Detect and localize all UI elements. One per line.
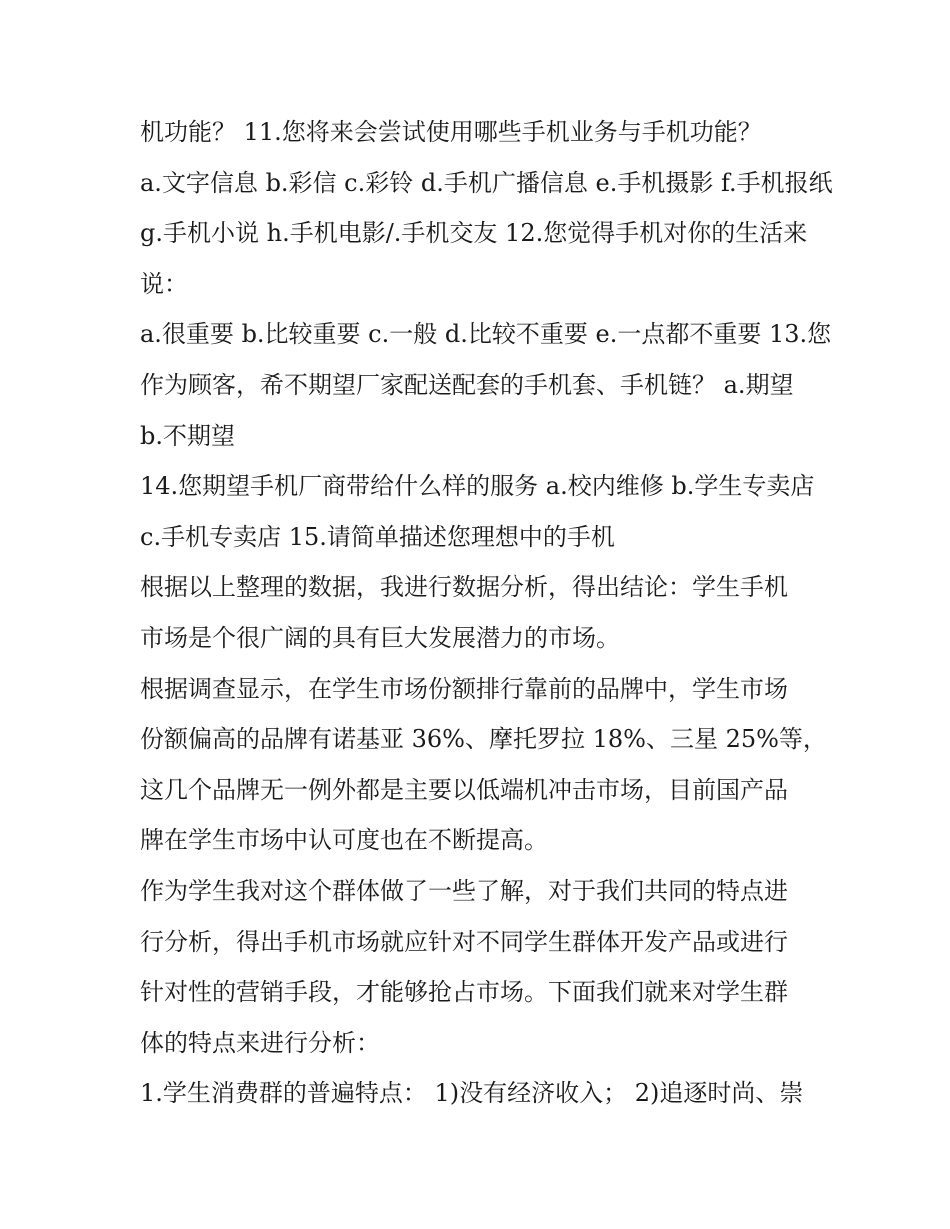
text-line: 根据调查显示，在学生市场份额排行靠前的品牌中，学生市场 — [140, 674, 788, 703]
text-line: c.手机专卖店 15.请简单描述您理想中的手机 — [140, 522, 615, 551]
text-line: 行分析，得出手机市场就应针对不同学生群体开发产品或进行 — [140, 927, 788, 956]
text-line: a.文字信息 b.彩信 c.彩铃 d.手机广播信息 e.手机摄影 f.手机报纸 — [140, 168, 833, 197]
text-line: 牌在学生市场中认可度也在不断提高。 — [140, 826, 548, 855]
text-line: 份额偏高的品牌有诺基亚 36%、摩托罗拉 18%、三星 25%等， — [140, 725, 827, 754]
text-line: 根据以上整理的数据，我进行数据分析，得出结论：学生手机 — [140, 573, 788, 602]
text-line: 作为学生我对这个群体做了一些了解，对于我们共同的特点进 — [140, 876, 788, 905]
text-line: a.很重要 b.比较重要 c.一般 d.比较不重要 e.一点都不重要 13.您 — [140, 320, 832, 349]
text-line: 说： — [140, 269, 188, 298]
document-body — [140, 107, 833, 1119]
text-line: 市场是个很广阔的具有巨大发展潜力的市场。 — [140, 623, 620, 652]
text-line: 机功能？ 11.您将来会尝试使用哪些手机业务与手机功能？ — [140, 118, 762, 146]
text-line: 1.学生消费群的普遍特点： 1)没有经济收入； 2)追逐时尚、崇 — [140, 1079, 804, 1108]
text-line: 这几个品牌无一例外都是主要以低端机冲击市场，目前国产品 — [140, 775, 788, 804]
text-line: 针对性的营销手段，才能够抢占市场。下面我们就来对学生群 — [140, 978, 788, 1007]
text-line: g.手机小说 h.手机电影/.手机交友 12.您觉得手机对你的生活来 — [140, 219, 808, 248]
text-line: 体的特点来进行分析： — [140, 1028, 380, 1057]
text-line: b.不期望 — [140, 421, 235, 450]
text-line: 14.您期望手机厂商带给什么样的服务 a.校内维修 b.学生专卖店 — [140, 472, 815, 501]
text-line: 作为顾客，希不期望厂家配送配套的手机套、手机链？ a.期望 — [140, 370, 794, 399]
